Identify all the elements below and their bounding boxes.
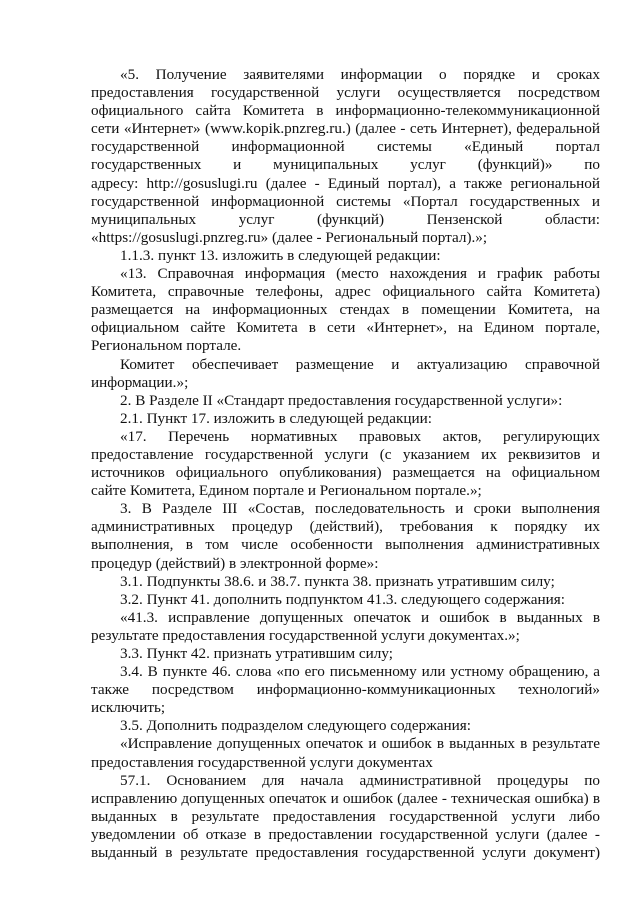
text-line: «13. Справочная информация (место нахождения и график работы (120, 265, 600, 283)
paragraph-p13 (91, 663, 600, 717)
text-line: 2.1. Пункт 17. изложить в следующей редакции: (120, 409, 433, 427)
paragraph-p6 (91, 410, 600, 428)
text-line: государственной информационной системы «Портал государственных и (91, 192, 600, 210)
paragraph-p3 (91, 265, 600, 355)
text-line: 3.2. Пункт 41. дополнить подпунктом 41.3. следующего содержания: (120, 590, 565, 608)
paragraph-p7 (91, 428, 600, 500)
text-line: размещается на информационных стендах в помещении Комитета, на (91, 301, 600, 319)
paragraph-p1 (91, 66, 600, 247)
text-line: выданных в результате предоставления государственной услуги либо (91, 807, 600, 825)
text-line: 3.4. В пункте 46. слова «по его письменному или устному обращению, а (120, 663, 600, 681)
text-line: процедур (действий) в электронной форме»: (91, 554, 379, 572)
text-line: 3.1. Подпункты 38.6. и 38.7. пункта 38. признать утратившим силу; (120, 572, 555, 590)
text-line: предоставление государственной услуги (с указанием их реквизитов и (91, 445, 600, 463)
text-line: государственных и муниципальных услуг (функций)» по (91, 156, 600, 174)
text-line: 2. В Разделе II «Стандарт предоставления государственной услуги»: (120, 391, 563, 409)
text-line: 3.3. Пункт 42. признать утратившим силу; (120, 645, 393, 662)
text-line: адресу: http://gosuslugi.ru (далее - Единый портал), а также региональной (91, 174, 600, 192)
text-line: муниципальных услуг (функций) Пензенской области: (91, 210, 600, 228)
text-line: предоставления государственной услуги документах (91, 753, 433, 771)
paragraph-p5 (91, 392, 600, 410)
text-line: государственной информационной системы «Единый портал (91, 138, 600, 156)
text-line: Региональном портале. (91, 337, 242, 355)
text-line: административных процедур (действий), требования к порядку их (91, 518, 600, 536)
text-line: выданный в результате предоставления государственной услуги документ) (91, 844, 600, 862)
text-line: «41.3. исправление допущенных опечаток и ошибок в выданных в (120, 608, 600, 626)
text-line: уведомлении об отказе в предоставлении государственной услуги (далее - (91, 825, 600, 843)
text-line: источников официального опубликования) размещается на официальном (91, 464, 600, 482)
text-line: «Исправление допущенных опечаток и ошибок в выданных в результате (120, 735, 600, 753)
paragraph-p11 (91, 609, 600, 645)
paragraph-p14 (91, 717, 600, 735)
paragraph-p2 (91, 247, 600, 265)
text-line: официального сайта Комитета в информационно-телекоммуникационной (91, 102, 600, 120)
text-line: информации.»; (91, 373, 189, 391)
paragraph-p8 (91, 500, 600, 572)
text-line: 57.1. Основанием для начала административной процедуры по (120, 771, 600, 789)
paragraph-p4 (91, 356, 600, 392)
text-line: официальном сайте Комитета в сети «Интернет», на Едином портале, (91, 319, 600, 337)
paragraph-p10 (91, 591, 600, 609)
text-line: предоставления государственной услуги осуществляется посредством (91, 84, 600, 102)
text-line: «17. Перечень нормативных правовых актов, регулирующих (120, 427, 600, 445)
text-line: 1.1.3. пункт 13. изложить в следующей редакции: (120, 246, 441, 264)
text-line: выполнения, в том числе особенности выполнения административных (91, 536, 600, 554)
text-line: исключить; (91, 699, 166, 717)
text-line: результате предоставления государственной услуги документах.»; (91, 626, 520, 644)
text-line: исправлению допущенных опечаток и ошибок (далее - техническая ошибка) в (91, 789, 600, 807)
text-line: «https://gosuslugi.pnzreg.ru» (далее - Региональный портал).»; (91, 228, 488, 246)
paragraph-p15 (91, 735, 600, 771)
paragraph-p12 (91, 645, 600, 663)
text-line: сети «Интернет» (www.kopik.pnzreg.ru.) (далее - сеть Интернет), федеральной (91, 120, 600, 138)
text-line: также посредством информационно-коммуникационных технологий» (91, 681, 600, 699)
document-body (91, 66, 600, 862)
text-line: сайте Комитета, Едином портале и Региональном портале.»; (91, 482, 482, 500)
paragraph-p9 (91, 573, 600, 591)
text-line: 3. В Разделе III «Состав, последовательность и сроки выполнения (120, 500, 600, 518)
paragraph-p16 (91, 772, 600, 862)
text-line: «5. Получение заявителями информации о порядке и сроках (120, 66, 600, 83)
text-line: 3.5. Дополнить подразделом следующего содержания: (120, 717, 471, 735)
text-line: Комитета, справочные телефоны, адрес официального сайта Комитета) (91, 283, 600, 301)
text-line: Комитет обеспечивает размещение и актуализацию справочной (120, 355, 600, 373)
